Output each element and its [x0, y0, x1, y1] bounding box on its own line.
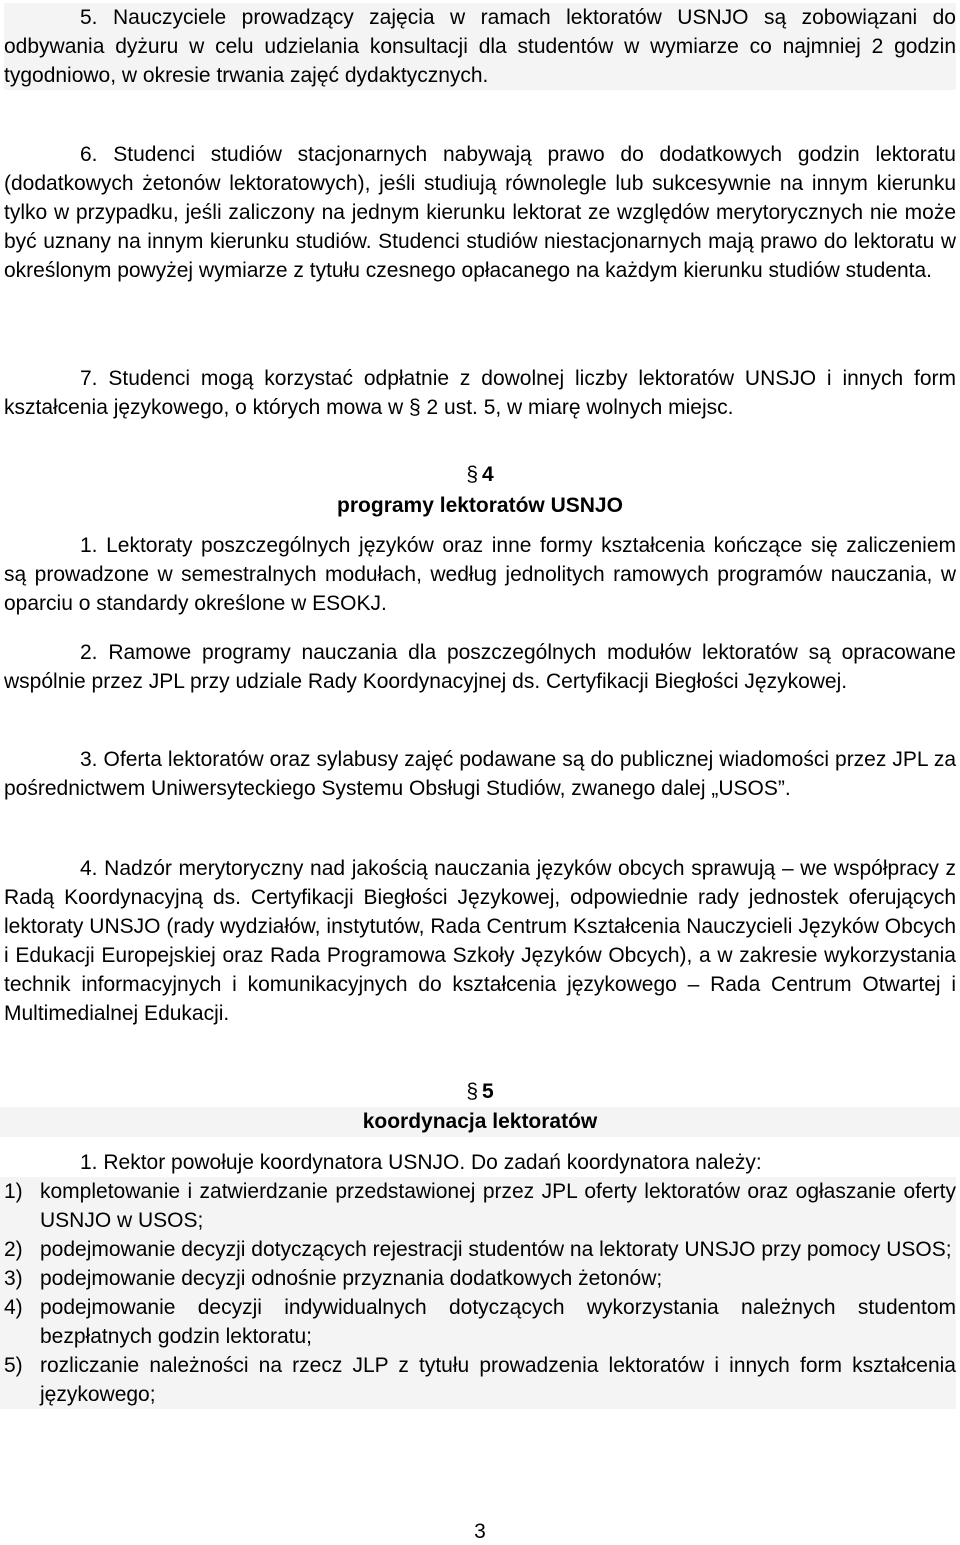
section-5-paragraph-1: 1. Rektor powołuje koordynatora USNJO. Do zadań koordynatora należy:: [80, 1151, 762, 1174]
list-item: 3) podejmowanie decyzji odnośnie przyznania dodatkowych żetonów;: [0, 1264, 956, 1293]
paragraph-5: 5. Nauczyciele prowadzący zajęcia w ramach lektoratów USNJO są zobowiązani do odbywania dyżuru w celu udzielania konsultacji dla studentów w wymiarze co najmniej 2 godzin tygodniowo, w okresie trwania zajęć dydaktycznych.: [4, 3, 956, 90]
section-4-paragraph-1: 1. Lektoraty poszczególnych języków oraz inne formy kształcenia kończące się zaliczeniem są prowadzone w semestralnych modułach, według jednolitych ramowych programów nauczania, w oparciu o standardy określone w ESOKJ.: [4, 534, 956, 615]
section-4-paragraph-4: 4. Nadzór merytoryczny nad jakością nauczania języków obcych sprawują – we współpracy z Radą Koordynacyjną ds. Certyfikacji Biegłości Językowej, odpowiednie rady jednostek oferujących lektoraty UNSJO (rady wydziałów, instytutów, Rada Centrum Kształcenia Nauczycieli Języków Obcych i Edukacji Europejskiej oraz Rada Programowa Szkoły Języków Obcych), a w zakresie wykorzystania technik informacyjnych i komunikacyjnych do kształcenia językowego – Rada Centrum Otwartej i Multimedialnej Edukacji.: [4, 857, 956, 1025]
list-item: 2) podejmowanie decyzji dotyczących rejestracji studentów na lektoraty UNSJO przy pomocy USOS;: [0, 1235, 956, 1264]
paragraph-7: 7. Studenci mogą korzystać odpłatnie z dowolnej liczby lektoratów UNSJO i innych form kształcenia językowego, o których mowa w § 2 ust. 5, w miarę wolnych miejsc.: [4, 367, 956, 419]
section-symbol: §: [466, 1080, 478, 1103]
list-item: 1) kompletowanie i zatwierdzanie przedstawionej przez JPL oferty lektoratów oraz ogłaszanie oferty USNJO w USOS;: [0, 1177, 956, 1235]
section-5-heading-number: [0, 1077, 960, 1107]
section-5-number: 5: [482, 1080, 494, 1103]
section-5-title: koordynacja lektoratów: [0, 1107, 960, 1137]
section-4-paragraph-2: 2. Ramowe programy nauczania dla poszczególnych modułów lektoratów są opracowane wspólnie przez JPL przy udziale Rady Koordynacyjnej ds. Certyfikacji Biegłości Językowej.: [4, 641, 956, 693]
section-symbol: §: [466, 463, 478, 486]
list-item: 5) rozliczanie należności na rzecz JLP z tytułu prowadzenia lektoratów i innych form kształcenia językowego;: [0, 1351, 956, 1409]
section-4-title: programy lektoratów USNJO: [337, 494, 623, 517]
list-item: 4) podejmowanie decyzji indywidualnych dotyczących wykorzystania należnych studentom bezpłatnych godzin lektoratu;: [0, 1293, 956, 1351]
section-4-heading-number: [0, 460, 960, 490]
section-4-paragraph-3: 3. Oferta lektoratów oraz sylabusy zajęć podawane są do publicznej wiadomości przez JPL za pośrednictwem Uniwersyteckiego Systemu Obsługi Studiów, zwanego dalej „USOS”.: [4, 748, 956, 800]
coordinator-duties-list: [0, 1177, 956, 1409]
paragraph-6: 6. Studenci studiów stacjonarnych nabywają prawo do dodatkowych godzin lektoratu (dodatkowych żetonów lektoratowych), jeśli studiują równolegle lub sukcesywnie na innym kierunku tylko w przypadku, jeśli zaliczony na jednym kierunku lektorat ze względów merytorycznych nie może być uznany na innym kierunku studiów. Studenci studiów niestacjonarnych mają prawo do lektoratu w określonym powyżej wymiarze z tytułu czesnego opłacanego na każdym kierunku studiów studenta.: [4, 143, 956, 282]
page-number: 3: [474, 1520, 486, 1543]
section-4-number: 4: [482, 463, 494, 486]
